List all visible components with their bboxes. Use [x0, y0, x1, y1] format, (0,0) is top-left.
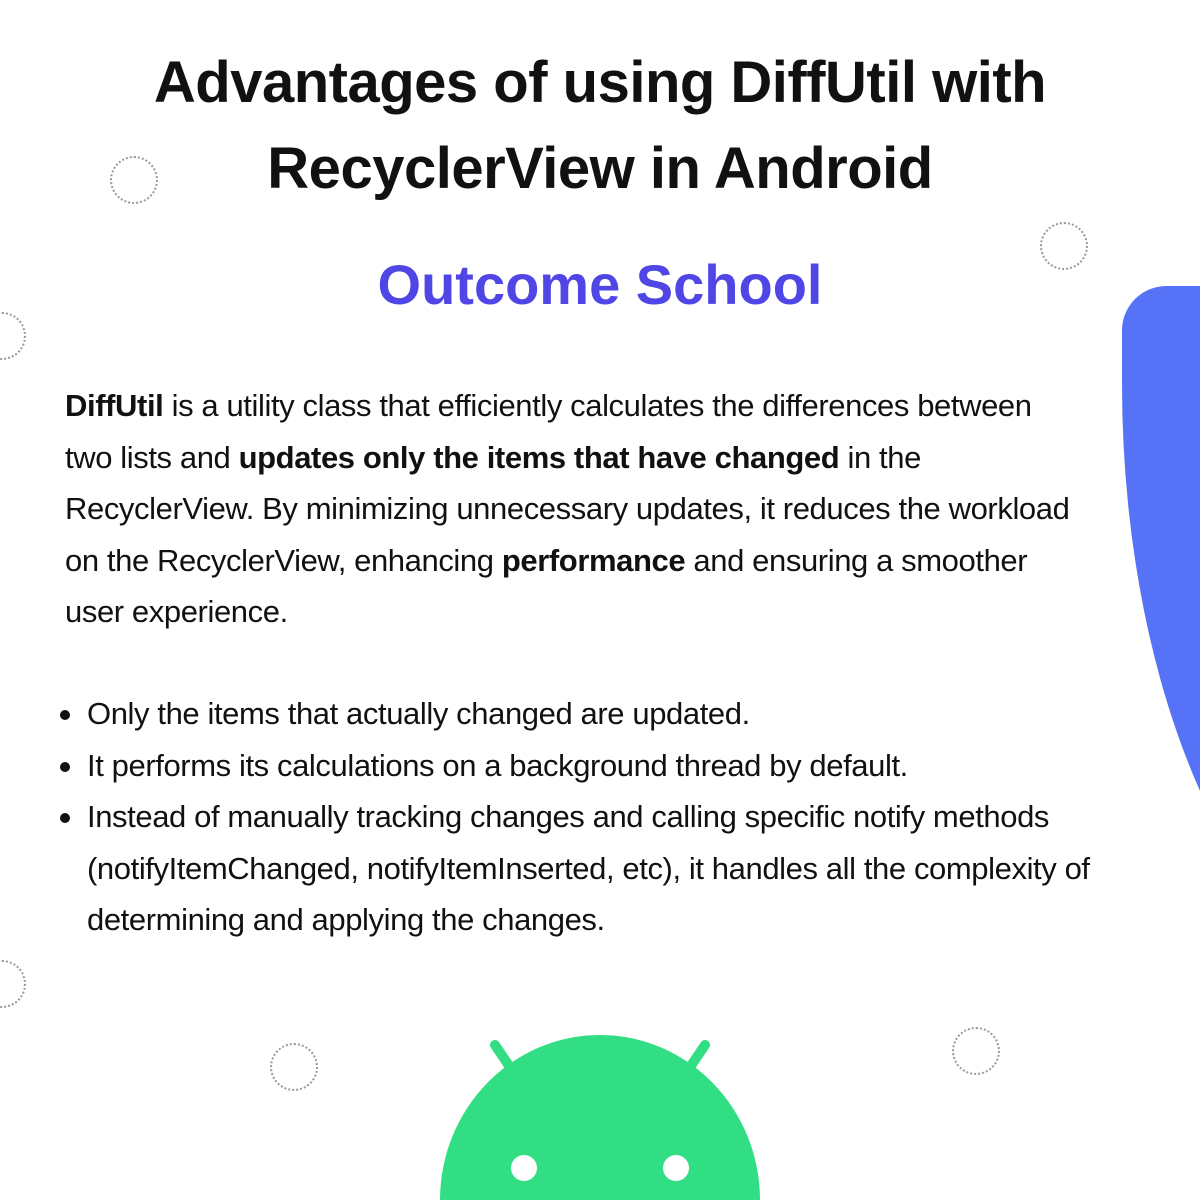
android-head: [440, 1035, 760, 1200]
list-item: Instead of manually tracking changes and calling specific notify methods (notifyItemChanged, notifyItemInserted, etc), it handles all the complexity of determining and applying the changes.: [87, 791, 1097, 946]
android-eye-right: [663, 1155, 689, 1181]
title-line-1: Advantages of using DiffUtil with: [153, 50, 1047, 115]
page-title: [0, 40, 1200, 212]
ring-icon: [270, 1043, 318, 1091]
title-line-2: RecyclerView in Android: [267, 136, 933, 201]
ring-icon: [0, 960, 26, 1008]
blue-decor-shape: [1122, 286, 1200, 1006]
intro-text-3: and ensuring a smoother user experience.: [65, 542, 1028, 629]
advantages-list: [87, 688, 1097, 946]
brand-name: Outcome School: [377, 253, 823, 316]
intro-text-1: is a utility class that efficiently calculates the differences between two lists and: [65, 388, 1032, 475]
list-item: Only the items that actually changed are updated.: [87, 688, 1097, 740]
ring-icon: [952, 1027, 1000, 1075]
ring-icon: [110, 156, 158, 204]
intro-bold-1: DiffUtil: [65, 388, 164, 423]
ring-icon: [1040, 222, 1088, 270]
intro-paragraph: [65, 380, 1085, 638]
ring-icon: [0, 312, 26, 360]
intro-text-2: in the RecyclerView. By minimizing unnecessary updates, it reduces the workload on the RecyclerView, enhancing: [65, 439, 1070, 578]
intro-bold-3: performance: [501, 542, 686, 578]
android-robot-icon: [430, 1035, 770, 1200]
android-eye-left: [511, 1155, 537, 1181]
list-item: It performs its calculations on a background thread by default.: [87, 740, 1097, 792]
intro-bold-2: updates only the items that have changed: [238, 439, 840, 475]
